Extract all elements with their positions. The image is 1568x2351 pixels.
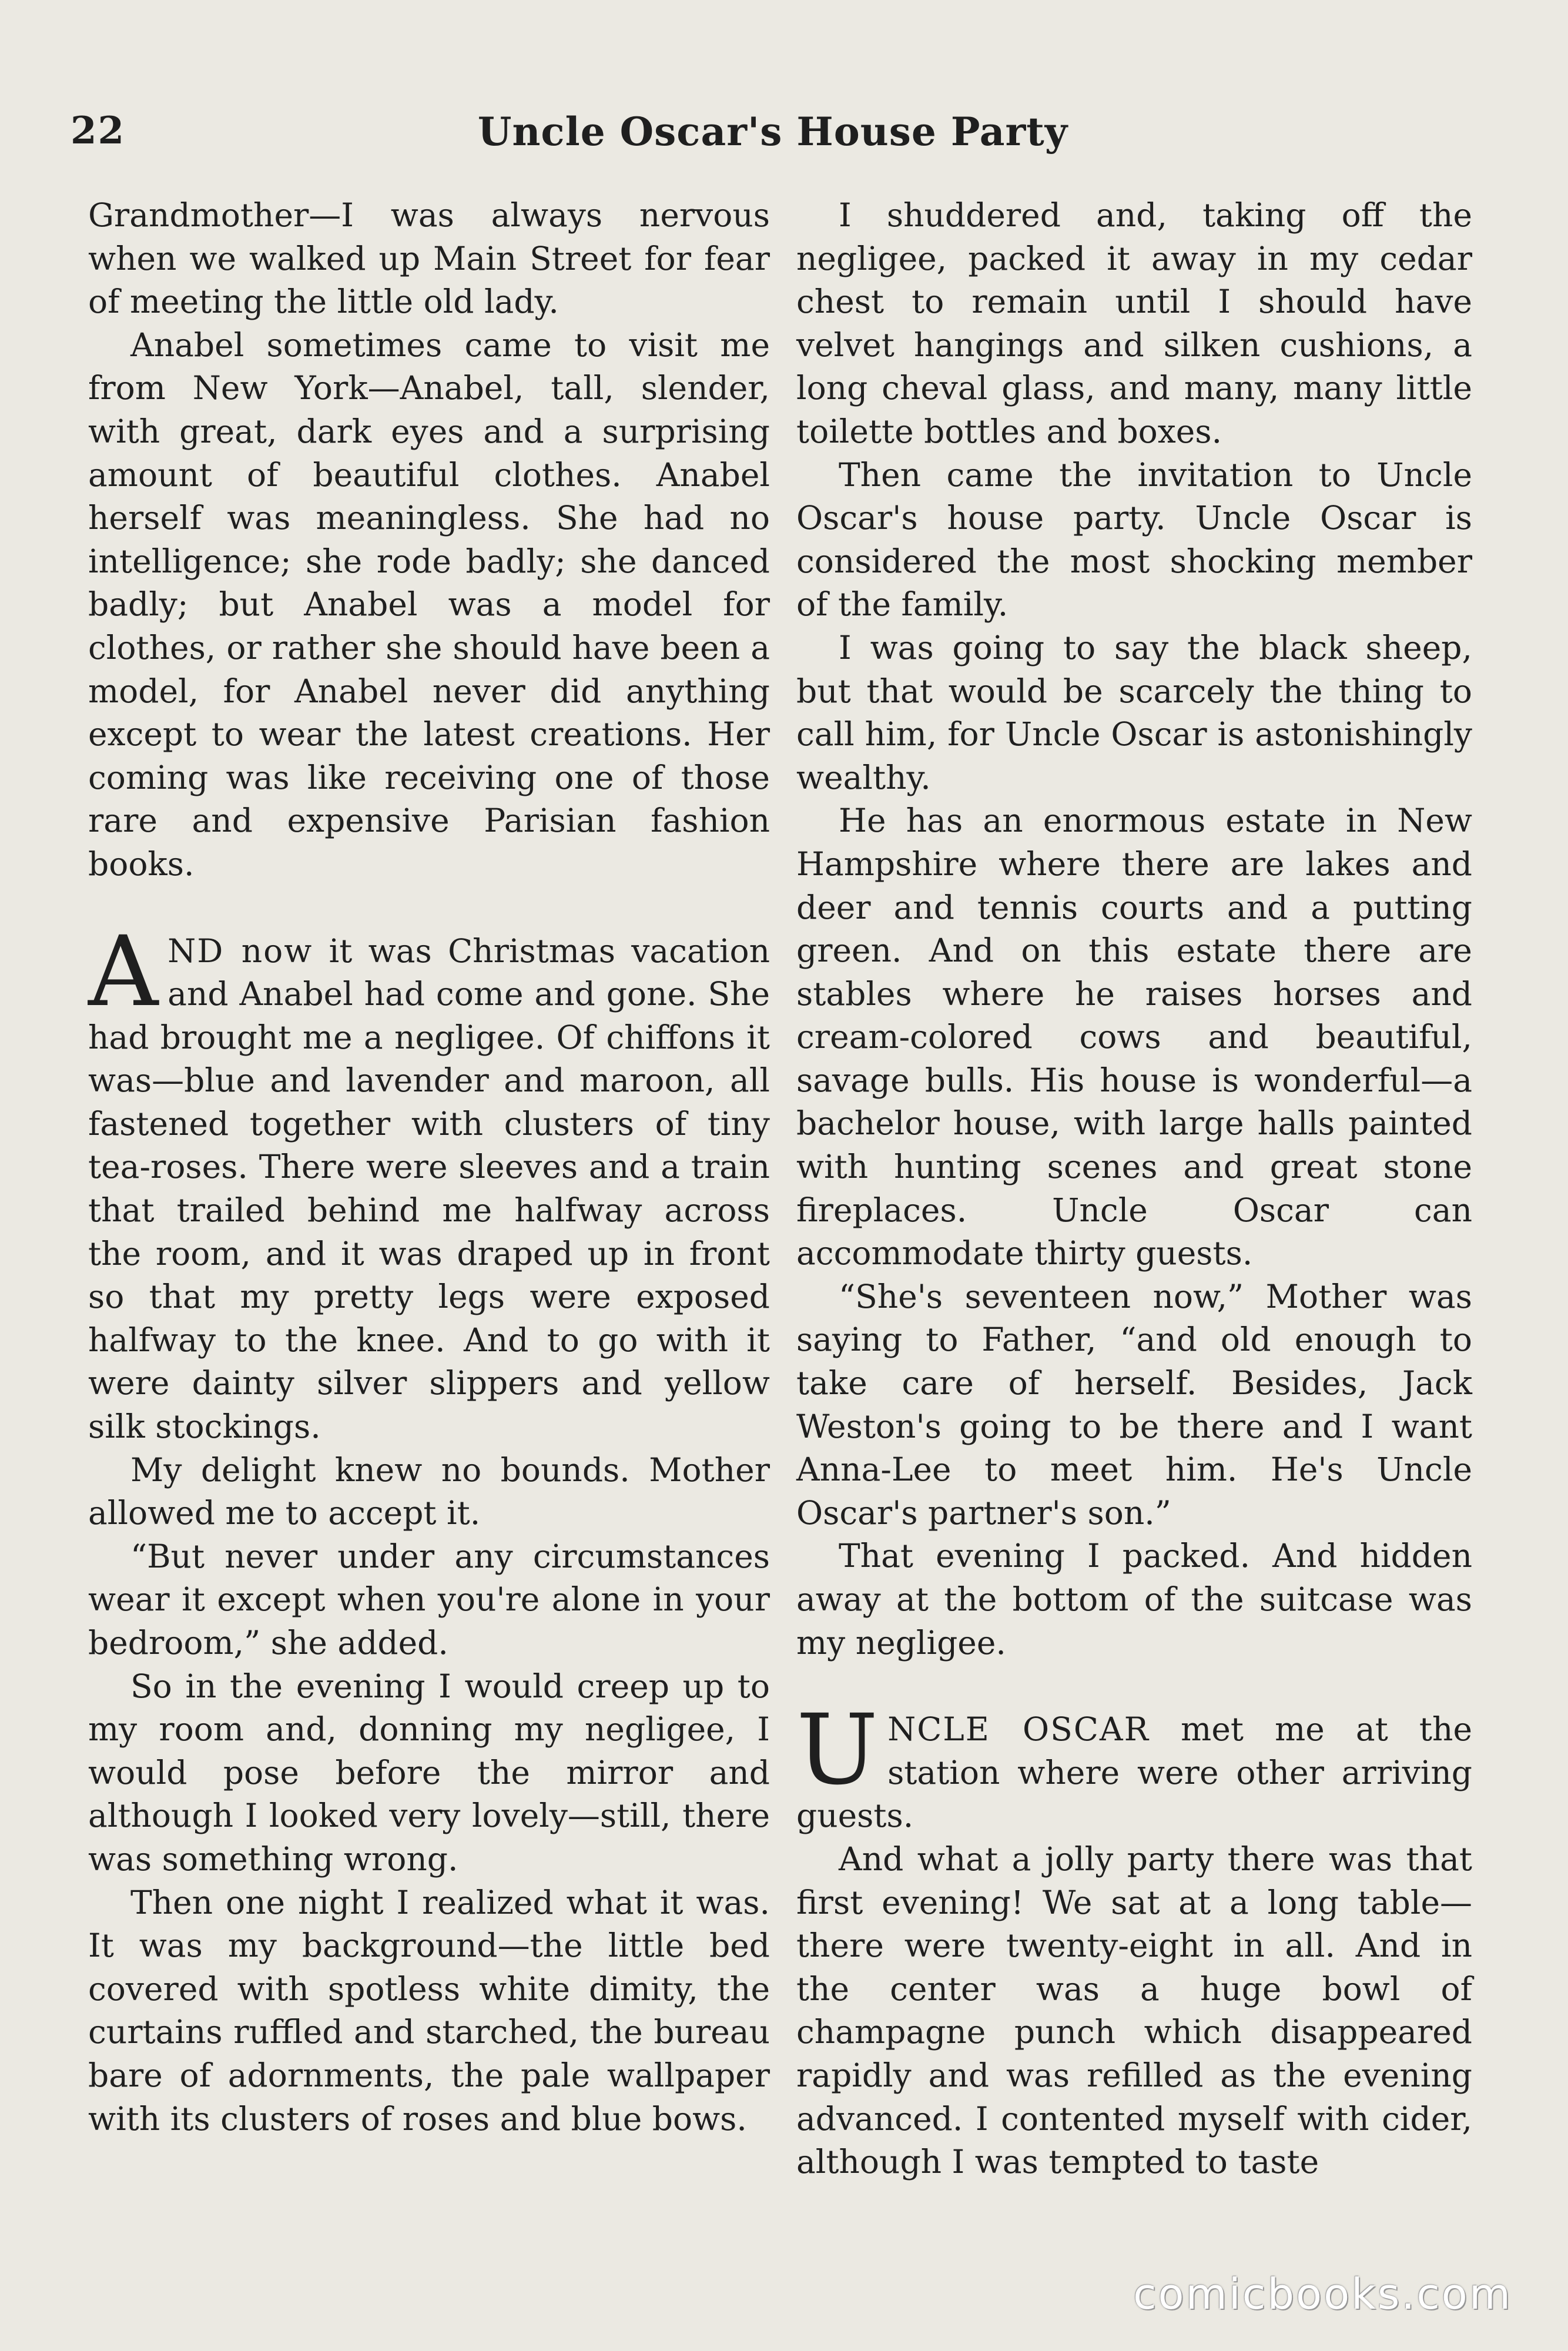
paragraph: Anabel sometimes came to visit me from New York—Anabel, tall, slender, with great, dark eyes and a surprising amount of beautiful clothes. Anabel herself was meaningless. She had no intelligence; she rode badly; she danced badly; but Anabel was a model for clothes, or rather she should have been a model, for Anabel never did anything except to wear the latest creations. Her coming was like receiving one of those rare and expensive Parisian fashion books.	[88, 326, 770, 883]
lead-in-small-caps: NCLE OSCAR	[887, 1710, 1150, 1749]
paragraph-with-drop-cap	[796, 1693, 1472, 1838]
right-column	[796, 194, 1472, 2184]
paragraph: Then came the invitation to Uncle Oscar's house party. Uncle Oscar is considered the most shocking member of the family.	[796, 456, 1472, 624]
drop-cap: A	[88, 915, 159, 1028]
paragraph-text: met me at the station where were other arriving guests.	[796, 1710, 1472, 1835]
paragraph-with-drop-cap	[88, 915, 770, 1449]
paragraph: “She's seventeen now,” Mother was saying to Father, “and old enough to take care of herself. Besides, Jack Weston's going to be there and I want Anna-Lee to meet him. He's Uncle Oscar's partner's son.”	[796, 1277, 1472, 1532]
running-title: Uncle Oscar's House Party	[477, 109, 1068, 155]
section-break	[88, 886, 770, 930]
paragraph: My delight knew no bounds. Mother allowed me to accept it.	[88, 1451, 770, 1532]
paragraph: That evening I packed. And hidden away at the bottom of the suitcase was my negligee.	[796, 1537, 1472, 1662]
paragraph: So in the evening I would creep up to my room and, donning my negligee, I would pose before the mirror and although I looked very lovely—still, there was something wrong.	[88, 1667, 770, 1878]
section-break	[796, 1665, 1472, 1708]
paragraph: I was going to say the black sheep, but that would be scarcely the thing to call him, for Uncle Oscar is astonishingly wealthy.	[796, 628, 1472, 796]
paragraph-text: it was Christmas vacation and Anabel had come and gone. She had brought me a negligee. Of chiffons it was—blue and lavender and maroon, all fastened together with clusters of tiny tea-roses. There were sleeves and a train that trailed behind me halfway across the room, and it was draped up in front so that my pretty legs were exposed halfway to the knee. And to go with it were dainty silver slippers and yellow silk stockings.	[88, 932, 770, 1446]
paragraph: Grandmother—I was always nervous when we walked up Main Street for fear of meeting the little old lady.	[88, 196, 770, 321]
left-column	[88, 194, 770, 2141]
paragraph: “But never under any circumstances wear it except when you're alone in your bedroom,” she added.	[88, 1537, 770, 1662]
page-number: 22	[71, 109, 126, 153]
paragraph: He has an enormous estate in New Hampshire where there are lakes and deer and tennis courts and a putting green. And on this estate there are stables where he raises horses and cream-colored cows and beautiful, savage bulls. His house is wonderful—a bachelor house, with large halls painted with hunting scenes and great stone fireplaces. Uncle Oscar can accommodate thirty guests.	[796, 802, 1472, 1272]
watermark: comicbooks.com	[1133, 2269, 1512, 2319]
paragraph: And what a jolly party there was that first evening! We sat at a long table—there were twenty-eight in all. And in the center was a huge bowl of champagne punch which disappeared rapidly and was refilled as the evening advanced. I contented myself with cider, although I was tempted to taste	[796, 1840, 1472, 2181]
lead-in-small-caps: ND now	[167, 932, 313, 970]
paragraph: I shuddered and, taking off the negligee, packed it away in my cedar chest to remain until I should have velvet hangings and silken cushions, a long cheval glass, and many, many little toilette bottles and boxes.	[796, 196, 1472, 450]
drop-cap: U	[796, 1693, 879, 1807]
page-header	[71, 109, 1475, 162]
paragraph: Then one night I realized what it was. It was my background—the little bed covered with spotless white dimity, the curtains ruffled and starched, the bureau bare of adornments, the pale wallpaper with its clusters of roses and blue bows.	[88, 1883, 770, 2138]
